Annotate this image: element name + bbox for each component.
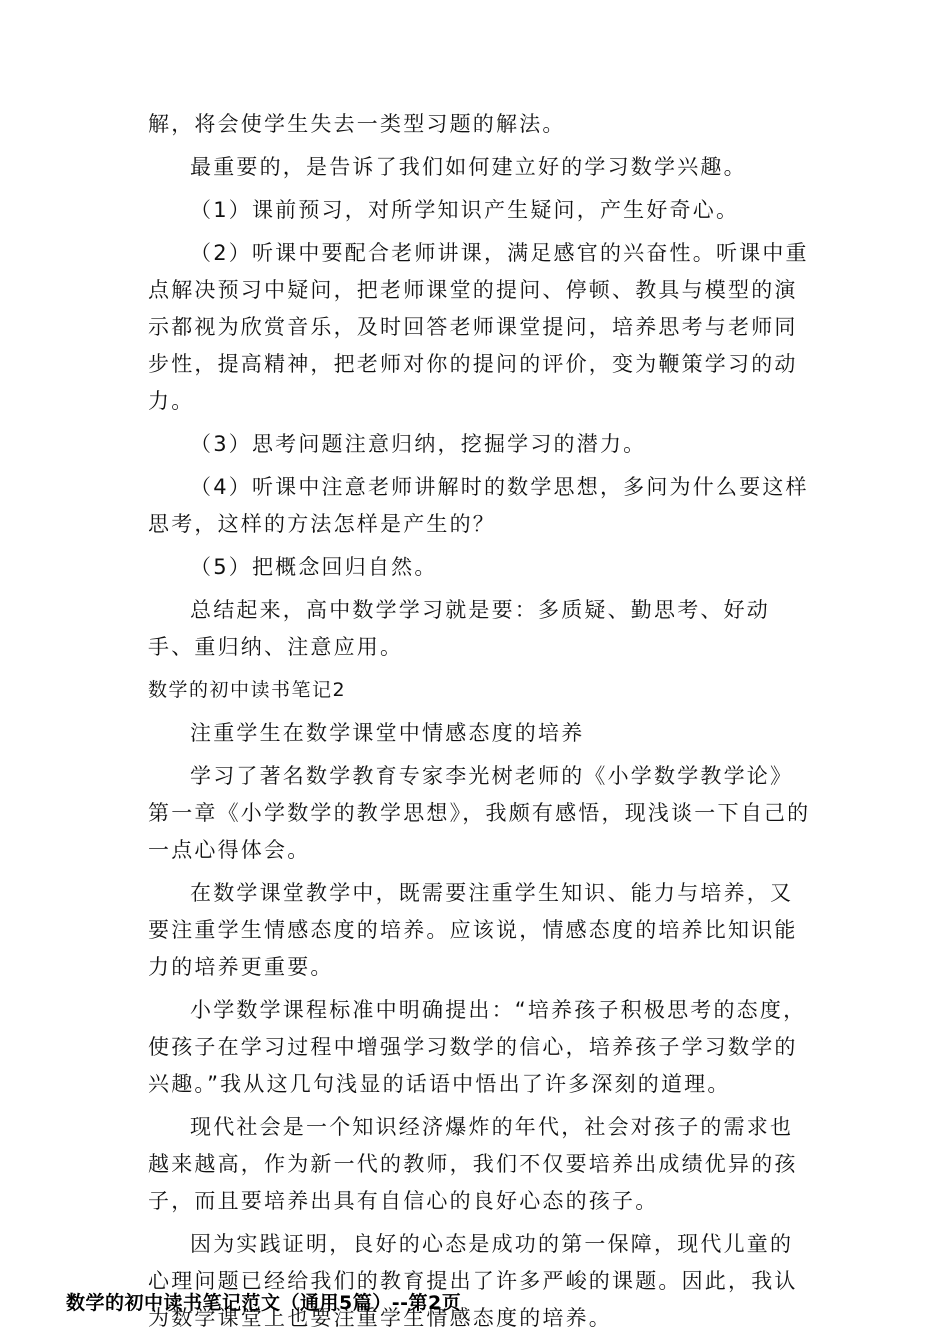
list-item: （2）听课中要配合老师讲课，满足感官的兴奋性。听课中重点解决预习中疑问，把老师课堂的提问、停顿、教具与模型的演示都视为欣赏音乐，及时回答老师课堂提问，培养思考与老师同步性，提高精神，把老师对你的提问的评价，变为鞭策学习的动力。 (148, 241, 809, 413)
list-item: （4）听课中注意老师讲解时的数学思想，多问为什么要这样思考，这样的方法怎样是产生的？ (148, 475, 809, 536)
article-title: 注重学生在数学课堂中情感态度的培养 (190, 721, 585, 745)
paragraph: 小学数学课程标准中明确提出：“培养孩子积极思考的态度，使孩子在学习过程中增强学习数学的信心，培养孩子学习数学的兴趣。”我从这几句浅显的话语中悟出了许多深刻的道理。 (148, 998, 807, 1096)
list-item: （5）把概念回归自然。 (190, 555, 438, 579)
paragraph: 学习了著名数学教育专家李光树老师的《小学数学教学论》第一章《小学数学的教学思想》，我颇有感悟，现浅谈一下自己的一点心得体会。 (148, 764, 811, 862)
paragraph: 因为实践证明，良好的心态是成功的第一保障，现代儿童的心理问题已经给我们的教育提出了许多严峻的课题。因此，我认为数学课堂上也要注重学生情感态度的培养。 (148, 1232, 798, 1330)
paragraph: 现代社会是一个知识经济爆炸的年代，社会对孩子的需求也越来越高，作为新一代的教师，我们不仅要培养出成绩优异的孩子，而且要培养出具有自信心的良好心态的孩子。 (148, 1115, 798, 1213)
list-item: （3）思考问题注意归纳，挖掘学习的潜力。 (190, 432, 647, 456)
paragraph: 最重要的，是告诉了我们如何建立好的学习数学兴趣。 (190, 155, 747, 179)
paragraph-continuation: 解，将会使学生失去一类型习题的解法。 (148, 112, 566, 136)
list-item: （1）课前预习，对所学知识产生疑问，产生好奇心。 (190, 198, 740, 222)
paragraph: 在数学课堂教学中，既需要注重学生知识、能力与培养，又要注重学生情感态度的培养。应该说，情感态度的培养比知识能力的培养更重要。 (148, 881, 798, 979)
section-heading: 数学的初中读书笔记2 (148, 679, 347, 701)
paragraph: 总结起来，高中数学学习就是要：多质疑、勤思考、好动手、重归纳、注意应用。 (148, 598, 770, 659)
document-body (148, 106, 813, 1343)
page-footer: 数学的初中读书笔记范文（通用5篇）--第2页 (66, 1292, 462, 1314)
